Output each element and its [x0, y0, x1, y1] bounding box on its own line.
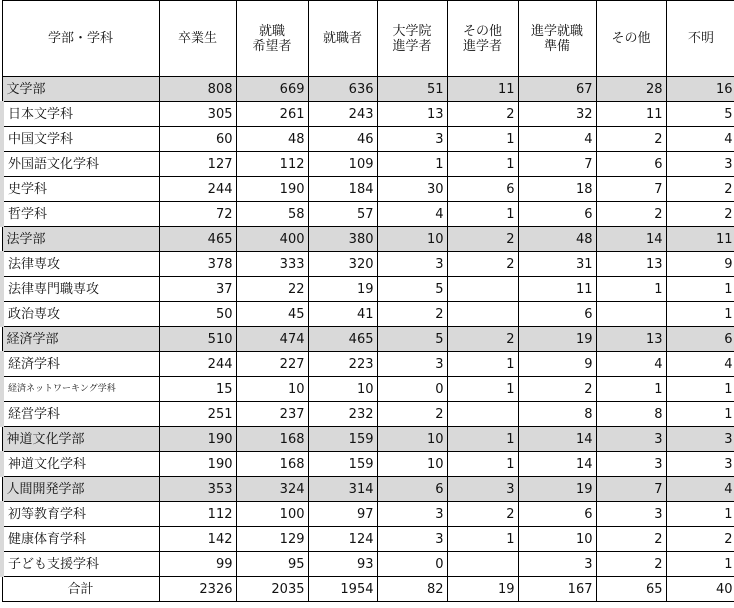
cell-value: 11 — [596, 102, 666, 127]
cell-value: 510 — [159, 327, 236, 352]
cell-value: 19 — [447, 577, 518, 602]
cell-value: 48 — [518, 227, 596, 252]
table-row — [2, 502, 734, 527]
cell-value: 324 — [236, 477, 308, 502]
row-label: 経済ネットワーキング学科 — [2, 377, 159, 402]
cell-value: 2 — [596, 127, 666, 152]
table-row — [2, 527, 734, 552]
cell-value: 243 — [308, 102, 377, 127]
cell-value: 60 — [159, 127, 236, 152]
cell-value: 3 — [377, 127, 447, 152]
cell-value: 19 — [308, 277, 377, 302]
cell-value: 72 — [159, 202, 236, 227]
cell-value: 19 — [518, 327, 596, 352]
cell-value: 14 — [518, 452, 596, 477]
cell-value — [596, 302, 666, 327]
row-label: 神道文化学部 — [2, 427, 159, 452]
cell-value: 6 — [518, 302, 596, 327]
cell-value: 109 — [308, 152, 377, 177]
cell-value: 3 — [518, 552, 596, 577]
cell-value: 8 — [596, 402, 666, 427]
cell-value: 2035 — [236, 577, 308, 602]
cell-value: 97 — [308, 502, 377, 527]
row-label: 法律専攻 — [2, 252, 159, 277]
cell-value: 2 — [447, 227, 518, 252]
cell-value: 5 — [666, 102, 734, 127]
cell-value: 11 — [447, 77, 518, 102]
cell-value: 223 — [308, 352, 377, 377]
header-preparing: 進学就職 準備 — [518, 1, 596, 77]
cell-value: 32 — [518, 102, 596, 127]
cell-value: 6 — [447, 177, 518, 202]
department-row — [2, 77, 734, 102]
cell-value: 99 — [159, 552, 236, 577]
cell-value: 112 — [236, 152, 308, 177]
department-row — [2, 477, 734, 502]
cell-value: 14 — [596, 227, 666, 252]
cell-value: 93 — [308, 552, 377, 577]
cell-value: 1 — [447, 427, 518, 452]
cell-value: 320 — [308, 252, 377, 277]
cell-value: 2 — [377, 402, 447, 427]
header-employed: 就職者 — [308, 1, 377, 77]
cell-value: 1 — [447, 527, 518, 552]
cell-value: 2 — [447, 102, 518, 127]
table-row — [2, 127, 734, 152]
cell-value: 3 — [666, 152, 734, 177]
table-row — [2, 102, 734, 127]
cell-value: 3 — [377, 527, 447, 552]
department-row — [2, 427, 734, 452]
cell-value: 7 — [596, 477, 666, 502]
cell-value: 6 — [666, 327, 734, 352]
cell-value: 48 — [236, 127, 308, 152]
cell-value: 6 — [377, 477, 447, 502]
cell-value: 82 — [377, 577, 447, 602]
cell-value: 305 — [159, 102, 236, 127]
cell-value: 2 — [596, 552, 666, 577]
cell-value: 3 — [447, 477, 518, 502]
cell-value: 1 — [596, 377, 666, 402]
cell-value: 2 — [666, 527, 734, 552]
cell-value: 6 — [596, 152, 666, 177]
row-label: 子ども支援学科 — [2, 552, 159, 577]
cell-value: 4 — [666, 127, 734, 152]
cell-value: 184 — [308, 177, 377, 202]
total-row — [2, 577, 734, 602]
header-other: その他 — [596, 1, 666, 77]
cell-value: 28 — [596, 77, 666, 102]
cell-value: 333 — [236, 252, 308, 277]
cell-value: 40 — [666, 577, 734, 602]
cell-value: 10 — [518, 527, 596, 552]
department-row — [2, 227, 734, 252]
header-department: 学部・学科 — [2, 1, 159, 77]
cell-value: 232 — [308, 402, 377, 427]
cell-value: 1 — [666, 502, 734, 527]
cell-value: 380 — [308, 227, 377, 252]
header-row — [2, 1, 734, 77]
row-label: 文学部 — [2, 77, 159, 102]
cell-value: 3 — [666, 452, 734, 477]
cell-value: 11 — [518, 277, 596, 302]
cell-value: 465 — [308, 327, 377, 352]
row-label: 経済学部 — [2, 327, 159, 352]
cell-value: 808 — [159, 77, 236, 102]
cell-value: 167 — [518, 577, 596, 602]
cell-value: 251 — [159, 402, 236, 427]
cell-value: 45 — [236, 302, 308, 327]
cell-value: 669 — [236, 77, 308, 102]
row-label: 政治専攻 — [2, 302, 159, 327]
table-row — [2, 277, 734, 302]
cell-value: 4 — [377, 202, 447, 227]
cell-value: 2 — [518, 377, 596, 402]
cell-value: 10 — [377, 427, 447, 452]
cell-value: 1954 — [308, 577, 377, 602]
row-label: 法学部 — [2, 227, 159, 252]
table-row — [2, 352, 734, 377]
row-label: 経済学科 — [2, 352, 159, 377]
cell-value: 57 — [308, 202, 377, 227]
cell-value: 261 — [236, 102, 308, 127]
cell-value: 3 — [666, 427, 734, 452]
table-row — [2, 552, 734, 577]
cell-value: 10 — [377, 452, 447, 477]
cell-value — [447, 277, 518, 302]
cell-value: 58 — [236, 202, 308, 227]
cell-value: 244 — [159, 352, 236, 377]
table-row — [2, 377, 734, 402]
cell-value: 6 — [518, 202, 596, 227]
cell-value: 6 — [518, 502, 596, 527]
cell-value — [447, 402, 518, 427]
cell-value: 3 — [377, 252, 447, 277]
header-graduate-school: 大学院 進学者 — [377, 1, 447, 77]
cell-value: 19 — [518, 477, 596, 502]
cell-value: 7 — [518, 152, 596, 177]
cell-value: 1 — [447, 452, 518, 477]
header-graduates: 卒業生 — [159, 1, 236, 77]
cell-value: 9 — [666, 252, 734, 277]
cell-value: 51 — [377, 77, 447, 102]
row-label: 法律専門職専攻 — [2, 277, 159, 302]
table-row — [2, 202, 734, 227]
cell-value: 2 — [447, 327, 518, 352]
cell-value: 65 — [596, 577, 666, 602]
cell-value: 13 — [596, 327, 666, 352]
cell-value: 9 — [518, 352, 596, 377]
cell-value: 378 — [159, 252, 236, 277]
table-row — [2, 402, 734, 427]
table-body — [2, 77, 734, 602]
cell-value: 159 — [308, 427, 377, 452]
cell-value — [447, 302, 518, 327]
cell-value: 1 — [666, 377, 734, 402]
cell-value: 4 — [596, 352, 666, 377]
cell-value: 112 — [159, 502, 236, 527]
cell-value: 4 — [666, 352, 734, 377]
cell-value: 7 — [596, 177, 666, 202]
cell-value: 129 — [236, 527, 308, 552]
row-label: 初等教育学科 — [2, 502, 159, 527]
cell-value: 2 — [666, 202, 734, 227]
cell-value: 2 — [377, 302, 447, 327]
cell-value: 1 — [447, 127, 518, 152]
cell-value: 5 — [377, 327, 447, 352]
cell-value: 190 — [236, 177, 308, 202]
cell-value: 159 — [308, 452, 377, 477]
cell-value: 22 — [236, 277, 308, 302]
table-row — [2, 252, 734, 277]
cell-value: 3 — [377, 502, 447, 527]
cell-value: 100 — [236, 502, 308, 527]
cell-value: 11 — [666, 227, 734, 252]
cell-value: 400 — [236, 227, 308, 252]
cell-value: 237 — [236, 402, 308, 427]
cell-value: 46 — [308, 127, 377, 152]
cell-value: 3 — [596, 427, 666, 452]
cell-value: 50 — [159, 302, 236, 327]
cell-value: 190 — [159, 427, 236, 452]
row-label: 外国語文化学科 — [2, 152, 159, 177]
cell-value: 18 — [518, 177, 596, 202]
row-label: 人間開発学部 — [2, 477, 159, 502]
cell-value: 5 — [377, 277, 447, 302]
cell-value: 1 — [447, 352, 518, 377]
cell-value: 3 — [596, 502, 666, 527]
cell-value: 4 — [518, 127, 596, 152]
cell-value: 227 — [236, 352, 308, 377]
cell-value: 41 — [308, 302, 377, 327]
cell-value: 2326 — [159, 577, 236, 602]
cell-value: 474 — [236, 327, 308, 352]
row-label: 史学科 — [2, 177, 159, 202]
cell-value: 3 — [377, 352, 447, 377]
cell-value: 168 — [236, 452, 308, 477]
cell-value: 10 — [377, 227, 447, 252]
row-label: 健康体育学科 — [2, 527, 159, 552]
cell-value: 95 — [236, 552, 308, 577]
header-job-seekers: 就職 希望者 — [236, 1, 308, 77]
cell-value: 2 — [447, 502, 518, 527]
cell-value: 1 — [447, 202, 518, 227]
department-row — [2, 327, 734, 352]
cell-value: 168 — [236, 427, 308, 452]
cell-value: 2 — [666, 177, 734, 202]
table-row — [2, 302, 734, 327]
cell-value: 353 — [159, 477, 236, 502]
cell-value: 0 — [377, 552, 447, 577]
cell-value: 8 — [518, 402, 596, 427]
row-label: 中国文学科 — [2, 127, 159, 152]
cell-value: 10 — [236, 377, 308, 402]
cell-value: 244 — [159, 177, 236, 202]
row-label: 神道文化学科 — [2, 452, 159, 477]
cell-value: 2 — [596, 202, 666, 227]
cell-value: 142 — [159, 527, 236, 552]
cell-value: 2 — [596, 527, 666, 552]
cell-value: 30 — [377, 177, 447, 202]
cell-value: 4 — [666, 477, 734, 502]
table-row — [2, 152, 734, 177]
row-label: 哲学科 — [2, 202, 159, 227]
cell-value: 16 — [666, 77, 734, 102]
cell-value: 10 — [308, 377, 377, 402]
cell-value: 465 — [159, 227, 236, 252]
cell-value: 15 — [159, 377, 236, 402]
cell-value: 127 — [159, 152, 236, 177]
cell-value: 13 — [377, 102, 447, 127]
row-label: 日本文学科 — [2, 102, 159, 127]
cell-value: 13 — [596, 252, 666, 277]
row-label: 経営学科 — [2, 402, 159, 427]
cell-value: 124 — [308, 527, 377, 552]
cell-value: 1 — [666, 552, 734, 577]
cell-value: 1 — [666, 302, 734, 327]
cell-value: 67 — [518, 77, 596, 102]
cell-value: 1 — [447, 152, 518, 177]
cell-value: 14 — [518, 427, 596, 452]
cell-value: 1 — [666, 277, 734, 302]
cell-value: 1 — [596, 277, 666, 302]
row-label: 合計 — [2, 577, 159, 602]
cell-value: 3 — [596, 452, 666, 477]
cell-value — [447, 552, 518, 577]
cell-value: 636 — [308, 77, 377, 102]
table-row — [2, 177, 734, 202]
header-unknown: 不明 — [666, 1, 734, 77]
cell-value: 31 — [518, 252, 596, 277]
cell-value: 314 — [308, 477, 377, 502]
header-other-study: その他 進学者 — [447, 1, 518, 77]
cell-value: 1 — [666, 402, 734, 427]
table-row — [2, 452, 734, 477]
cell-value: 1 — [447, 377, 518, 402]
cell-value: 37 — [159, 277, 236, 302]
cell-value: 190 — [159, 452, 236, 477]
cell-value: 2 — [447, 252, 518, 277]
cell-value: 0 — [377, 377, 447, 402]
cell-value: 1 — [377, 152, 447, 177]
